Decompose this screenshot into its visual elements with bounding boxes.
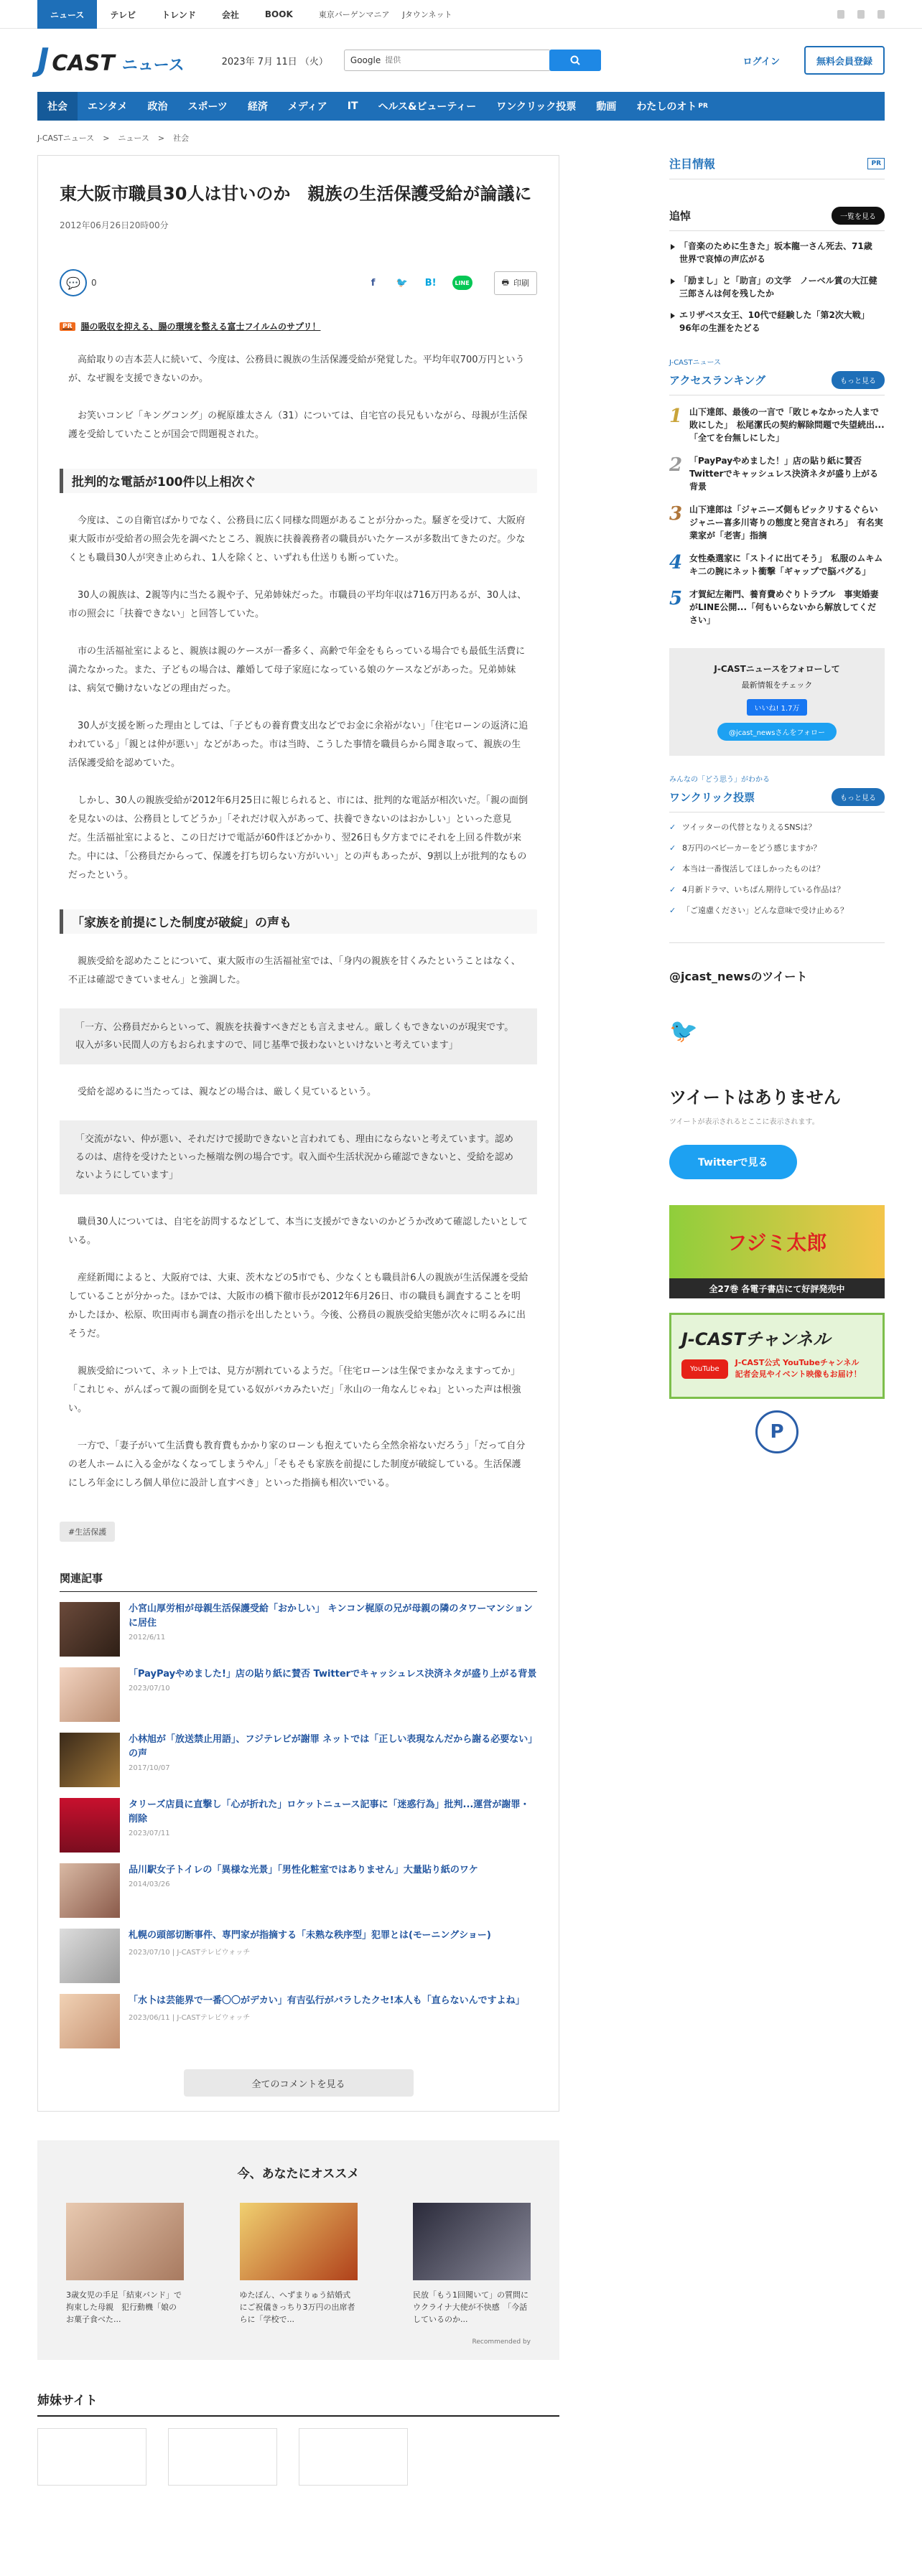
poll-item[interactable]: ✓ ツイッターの代替となりえるSNSは？ (669, 821, 885, 833)
poll-item[interactable]: ✓ 4月新ドラマ、いちばん期待している作品は？ (669, 884, 885, 896)
hatena-bookmark-icon[interactable]: B! (424, 277, 437, 289)
paragraph: 親族受給を認めたことについて、東大阪市の生活福祉室では、「身内の親族を甘くみたということはなく、不正は確認できていません」と強調した。 (68, 956, 521, 985)
logo-news: ニュース (121, 57, 185, 75)
left-column (37, 155, 559, 2486)
memorial-more-button[interactable]: 一覧を見る (832, 207, 885, 225)
paragraph: 親族受給について、ネット上では、見方が割れているようだ。「住宅ローンは生保でまかなえますってか」「これじゃ、がんばって親の面倒を見ている奴がバカみたいだ」「氷山の一角なんじゃね」といった声は根強い。 (68, 1366, 521, 1414)
print-label: 印刷 (513, 278, 529, 288)
ranking-heading (669, 371, 885, 395)
ranking-more-button[interactable]: もっと見る (832, 371, 885, 389)
blockquote: 「一方、公務員だからといって、親族を扶養すべきだとも言えません。厳しくもできないのが現実です。収入が多い民間人の方もおられますので、同じ基準で扱わないといけないと考えています」 (60, 1008, 537, 1064)
related-item[interactable] (60, 1994, 537, 2049)
nav-pr-badge: PR (698, 103, 708, 110)
related-heading: 関連記事 (60, 1570, 537, 1592)
paragraph: 30人が支援を断った理由としては、「子どもの養育費支出などでお金に余裕がない」「住宅ローンの返済に追われている」「親とは仲が悪い」などがあった。市は当時、こうした事情を職員らから聞き取って、親族の生活保護受給を認めていた。 (68, 721, 528, 769)
recommend-image (413, 2203, 531, 2280)
paragraph: しかし、30人の親族受給が2012年6月25日に報じられると、市には、批判的な電話が相次いだ。「親の面倒を見ないのは、公務員としてどうか」「それだけ収入があって、扶養できないのはおかしい」といった意見だ。生活福祉室によると、この日だけで電話が60件ほどかかり、翌26日も夕方までにそれを上回る件数が来た。中には、「公務員だからって、保護を打ち切らない方がいい」との声もあったが、9割以上が批判的なものだったという。 (68, 795, 528, 881)
logo-j: J (37, 42, 50, 78)
nav-entertainment[interactable]: エンタメ (88, 101, 128, 113)
share-buttons (366, 276, 472, 290)
nav-it[interactable]: IT (347, 100, 358, 112)
rank-title: 「PayPayやめました！」店の貼り紙に賛否 Twitterでキャッシュレス決済ネタが盛り上がる背景 (689, 456, 878, 492)
related-thumbnail (60, 1798, 120, 1853)
recommend-item[interactable] (66, 2203, 184, 2326)
toptab-tv[interactable]: テレビ (110, 9, 136, 20)
attention-heading (669, 155, 885, 179)
paragraph: 職員30人については、自宅を訪問するなどして、本当に支援ができないのかどうか改めて確認したいとしている。 (68, 1217, 528, 1246)
related-title: 小宮山厚労相が母親生活保護受給「おかしい」 キンコン梶原の兄が母親の隣のタワーマンションに居住 (129, 1603, 533, 1629)
recommend-text: 3歳女児の手足「結束バンド」で拘束した母親 犯行動機「娘のお菓子食べた... (66, 2290, 182, 2324)
nav-politics[interactable]: 政治 (147, 101, 168, 113)
comment-count: 0 (91, 278, 97, 288)
sister-site-thumb[interactable] (299, 2428, 408, 2486)
breadcrumb-society[interactable]: 社会 (173, 134, 190, 143)
related-thumbnail (60, 1667, 120, 1722)
nav-watashi-label: わたしのオト (636, 101, 697, 113)
all-comments-button[interactable]: 全てのコメントを見る (184, 2069, 414, 2097)
memorial-item[interactable]: 「励まし」と「助言」の文学 ノーベル賞の大江健三郎さんは何を残したか (669, 274, 885, 300)
related-item[interactable] (60, 1667, 537, 1723)
nav-oneclick[interactable]: ワンクリック投票 (496, 101, 577, 113)
breadcrumb-sep: > (103, 133, 110, 143)
sister-sites-heading: 姉妹サイト (37, 2390, 559, 2417)
follow-subtitle: 最新情報をチェック (741, 680, 813, 690)
recommend-heading: 今、あなたにオススメ (237, 2167, 360, 2181)
recommend-image (66, 2203, 184, 2280)
toptab-company[interactable]: 会社 (221, 9, 239, 20)
twitter-embed (669, 942, 885, 1179)
comment-icon: 💬 (66, 276, 80, 290)
related-date: 2017/10/07 (129, 1764, 170, 1772)
rank-number: 5 (669, 588, 683, 609)
ranking-item[interactable] (669, 503, 885, 542)
privacy-mark-icon[interactable]: P (755, 1410, 798, 1453)
site-logo[interactable] (37, 42, 185, 78)
related-title: タリーズ店員に直撃し「心が折れた」ロケットニュース記事に「迷惑行為」批判...運営が謝罪・削除 (129, 1799, 530, 1825)
memorial-heading (669, 207, 885, 231)
related-thumbnail (60, 1994, 120, 2048)
ranking-item[interactable] (669, 406, 885, 444)
toplink-bargain[interactable]: 東京バーゲンマニア (318, 10, 390, 19)
rank-title: 才賀紀左衛門、養育費めぐりトラブル 事実婚妻がLINE公開...「何もいらないから解放してください」 (689, 589, 879, 625)
print-button[interactable] (494, 271, 537, 295)
recommend-item[interactable] (413, 2203, 531, 2326)
login-link[interactable]: ログイン (742, 56, 780, 67)
toptab-news[interactable]: ニュース (37, 0, 97, 29)
rank-title: 山下達郎、最後の一言で「敗じゃなかった人まで敗にした」 松尾潔氏の契約解除問題で失望続出...「全てを台無しにした」 (689, 407, 885, 443)
related-title: 小林旭が「放送禁止用語」、フジテレビが謝罪 ネットでは「正しい表現なんだから謝る必要ない」の声 (129, 1734, 533, 1759)
toptab-trend[interactable]: トレンド (162, 9, 196, 20)
recommend-text: ゆたぼん、へずまりゅう結婚式にご祝儀きっちり3万円の出席者らに「学校で... (239, 2290, 355, 2324)
manga-banner[interactable] (669, 1205, 885, 1298)
rank-number: 2 (669, 454, 683, 476)
follow-title: J-CASTニュースをフォローして (714, 664, 840, 674)
search-box (344, 50, 551, 71)
ranking-label: J-CASTニュース (669, 359, 721, 367)
paragraph: 産経新聞によると、大阪府では、大東、茨木などの5市でも、少なくとも職員計6人の親族が生活保護を受給していることが分かった。ほかでは、大阪市の橋下徹市長が2012年6月26日、市の職員も調査することを明かしたほか、松原、吹田両市も調査の指示を出したという。今後、公務員の親族受給実態が次々に明るみに出そうだ。 (68, 1273, 528, 1339)
nav-economy[interactable]: 経済 (247, 101, 268, 113)
poll-item[interactable]: ✓ 本当は一番復活してほしかったものは？ (669, 863, 885, 875)
twitter-bird-icon: 🐦 (669, 1017, 698, 1044)
paragraph: お笑いコンビ「キングコング」の梶原雄太さん（31）については、自宅官の長兄もいながら、母親が生活保護を受給していたことが国会で問題視された。 (68, 411, 528, 440)
logo-cast: CAST (52, 51, 115, 76)
nav-video[interactable]: 動画 (596, 101, 617, 113)
twitter-share-icon[interactable]: 🐦 (396, 277, 408, 289)
paragraph: 受給を認めるに当たっては、親などの場合は、厳しく見ているという。 (78, 1087, 377, 1097)
youtube-channel-banner[interactable] (669, 1313, 885, 1399)
section-heading: 批判的な電話が100件以上相次ぐ (60, 469, 537, 493)
facebook-share-icon[interactable]: f (371, 277, 376, 289)
ranking-title: アクセスランキング (669, 374, 766, 387)
main-content (0, 155, 922, 2486)
main-nav (0, 92, 922, 121)
view-on-twitter-button[interactable]: Twitterで見る (669, 1145, 797, 1179)
top-bar (0, 0, 922, 29)
nav-watashi[interactable] (626, 92, 718, 121)
poll-label: みんなの「どう思う」がわかる (669, 776, 770, 784)
related-item[interactable] (60, 1733, 537, 1788)
twitter-embed-heading: @jcast_newsのツイート (669, 970, 808, 983)
related-list (60, 1602, 537, 2049)
sponsored-text: 腸の吸収を抑える、腸の環境を整える富士フイルムのサプリ！ (80, 322, 321, 332)
nav-society[interactable]: 社会 (37, 92, 78, 121)
ranking-item[interactable] (669, 588, 885, 627)
breadcrumb-news[interactable]: ニュース (118, 134, 149, 143)
section-heading: 「家族を前提にした制度が破綻」の声も (60, 909, 537, 934)
poll-title: ワンクリック投票 (669, 791, 755, 804)
related-date: 2023/07/10 | J-CASTテレビウォッチ (129, 1949, 251, 1957)
article-date: 2012年06月26日20時00分 (60, 220, 169, 230)
sister-site-thumb[interactable] (37, 2428, 146, 2486)
related-item[interactable] (60, 1863, 537, 1919)
related-item[interactable] (60, 1798, 537, 1853)
related-thumbnail (60, 1602, 120, 1657)
article (37, 155, 559, 2112)
nav-media[interactable]: メディア (287, 101, 327, 113)
related-title: 札幌の頭部切断事件、専門家が指摘する「未熟な秩序型」犯罪とは(モーニングショー) (129, 1930, 491, 1941)
nav-sports[interactable]: スポーツ (187, 101, 228, 113)
related-thumbnail (60, 1733, 120, 1787)
poll-item[interactable]: ✓ 「ご遠慮ください」どんな意味で受け止める？ (669, 904, 885, 917)
youtube-icon: YouTube (681, 1359, 728, 1379)
related-item[interactable] (60, 1602, 537, 1657)
rank-number: 1 (669, 406, 683, 427)
share-bar (60, 268, 537, 297)
poll-heading (669, 788, 885, 812)
search-button[interactable] (549, 50, 601, 71)
rank-number: 3 (669, 503, 683, 525)
paragraph: 30人の親族は、2親等内に当たる親や子、兄弟姉妹だった。市職員の平均年収は716万円あるが、30人は、市の照会に「扶養できない」と回答していた。 (68, 590, 527, 619)
search-input[interactable] (381, 51, 550, 70)
channel-logo: J-CASTチャンネル (681, 1329, 831, 1349)
attention-label: 注目情報 (669, 157, 716, 171)
current-date: 2023年 7月 11日 （火） (221, 56, 328, 67)
poll-item[interactable]: ✓ 8万円のベビーカーをどう感じますか？ (669, 842, 885, 854)
breadcrumb-sep: > (157, 133, 165, 143)
rank-title: 山下達郎は「ジャニーズ側もビックリするぐらいジャニー喜多川寄りの態度と発言されろ」 有名実業家が「老害」指摘 (689, 505, 883, 540)
google-label: Google (350, 55, 381, 65)
blockquote: 「交流がない、仲が悪い、それだけで援助できないと言われても、理由にならないと考えています。認めるのは、虐待を受けたといった極端な例の場合です。収入面や生活状況から確認できないと、受給を認めないようにしています」 (60, 1120, 537, 1194)
ranking-item[interactable] (669, 552, 885, 578)
line-share-icon[interactable]: LINE (452, 276, 472, 290)
recommend-item[interactable] (240, 2203, 358, 2326)
recommend-box (37, 2140, 559, 2360)
facebook-like-button[interactable]: いいね! 1.7万 (747, 699, 806, 716)
comment-button[interactable] (60, 269, 87, 296)
breadcrumb (0, 121, 922, 155)
twitter-embed-empty-title: ツイートはありません (669, 1087, 841, 1107)
manga-banner-caption: 全27巻 各電子書店にて好評発売中 (709, 1283, 845, 1294)
rank-number: 4 (669, 552, 683, 573)
sister-sites-grid (37, 2428, 559, 2486)
toptab-book[interactable]: BOOK (264, 9, 293, 19)
search-icon (570, 55, 580, 65)
nav-health[interactable]: ヘルス&ビューティー (378, 101, 477, 113)
printer-icon: 🖶 (501, 277, 509, 287)
related-title: 品川駅女子トイレの「異様な光景」「男性化粧室ではありません」大量貼り紙のワケ (129, 1865, 478, 1875)
twitter-follow-button[interactable]: @jcast_newsさんをフォロー (717, 723, 837, 741)
poll-more-button[interactable]: もっと見る (832, 788, 885, 806)
attention-pr-badge: PR (867, 158, 885, 169)
related-thumbnail (60, 1929, 120, 1983)
related-item[interactable] (60, 1929, 537, 1984)
related-thumbnail (60, 1863, 120, 1918)
twitter-icon[interactable] (857, 10, 865, 19)
memorial-item[interactable]: 「音楽のために生きた」坂本龍一さん死去、71歳 世界で哀悼の声広がる (669, 240, 885, 266)
paragraph: 市の生活福祉室によると、親族は親のケースが一番多く、高齢で年金をもらっている場合でも最低生活費に満たなかった。また、子どもの場合は、離婚して母子家庭になっている娘のケースなどがあった。兄弟姉妹は、病気で働けないなどの理由だった。 (68, 646, 526, 694)
article-title: 東大阪市職員30人は甘いのか 親族の生活保護受給が論議に (60, 184, 532, 204)
related-title: 「PayPayやめました!」店の貼り紙に賛否 Twitterでキャッシュレス決済ネタが盛り上がる背景 (129, 1669, 537, 1680)
facebook-icon[interactable] (837, 10, 844, 19)
related-date: 2023/07/11 (129, 1830, 170, 1837)
article-body (60, 351, 537, 1493)
ranking-item[interactable] (669, 454, 885, 493)
toplink-jtown[interactable]: Jタウンネット (402, 10, 452, 19)
rank-title: 女性桑選家に「ストイに出てそう」 私服のムキムキ二の腕にネット衝撃「ギャップで脳バグる」 (689, 553, 883, 576)
channel-banner-text: J-CAST公式 YouTubeチャンネル 記者会見やイベント映像もお届け！ (735, 1358, 862, 1379)
site-header (0, 29, 922, 92)
paragraph: 一方で、「妻子がいて生活費も教育費もかかり家のローンも抱えていたら全然余裕ないだろう」「だって自分の老人ホームに入る金がなくなってしまうやん」「そもそも家族を前提にした制度が破綻している。生活保護にしろ年金にしろ個人単位に設計し直すべき」といった指摘も相次いでいる。 (68, 1441, 526, 1489)
breadcrumb-home[interactable]: J-CASTニュース (37, 134, 95, 143)
sister-site-thumb[interactable] (168, 2428, 277, 2486)
memorial-item[interactable]: エリザベス女王、10代で経験した「第2次大戦」 96年の生涯をたどる (669, 309, 885, 334)
rss-icon[interactable] (877, 10, 885, 19)
related-date: 2023/07/10 (129, 1685, 170, 1692)
paragraph: 今度は、この自衛官ばかりでなく、公務員に広く同様な問題があることが分かった。騒ぎを受けて、大阪府東大阪市が受給者の照会先を調べたところ、親族に扶養義務者の職員がいたケースが多数出てきたのだ。少なくとも職員30人が突き止められ、1人を除くと、いずれも仕送りも断っていた。 (68, 515, 526, 563)
related-date: 2012/6/11 (129, 1634, 166, 1641)
manga-banner-title: フジミ太郎 (669, 1205, 885, 1278)
top-social-icons (837, 10, 885, 19)
recommend-credit: Recommended by (472, 2338, 531, 2346)
recommend-text: 民放「もう1回聞いて」の質問にウクライナ大使が不快感 「今話しているのか... (413, 2290, 528, 2324)
sidebar (669, 155, 885, 2486)
article-tag[interactable]: #生活保護 (60, 1522, 115, 1542)
related-date: 2023/06/11 | J-CASTテレビウォッチ (129, 2014, 251, 2022)
related-date: 2014/03/26 (129, 1881, 170, 1888)
register-button[interactable]: 無料会員登録 (804, 46, 885, 75)
paragraph: 高給取りの吉本芸人に続いて、今度は、公務員に親族の生活保護受給が発覚した。平均年収700万円というが、なぜ親を支援できないのか。 (68, 355, 525, 384)
sponsored-link[interactable] (60, 320, 537, 332)
recommend-grid (66, 2203, 531, 2326)
related-title: 「水卜は芸能界で一番〇〇がデカい」有吉弘行がバラしたクセ!本人も「直らないんですよね」 (129, 1995, 525, 2006)
follow-box (669, 648, 885, 756)
twitter-embed-empty-text: ツイートが表示されるとここに表示されます。 (669, 1118, 819, 1126)
memorial-label: 追悼 (669, 210, 692, 223)
pr-badge: PR (60, 322, 75, 331)
recommend-image (240, 2203, 358, 2280)
